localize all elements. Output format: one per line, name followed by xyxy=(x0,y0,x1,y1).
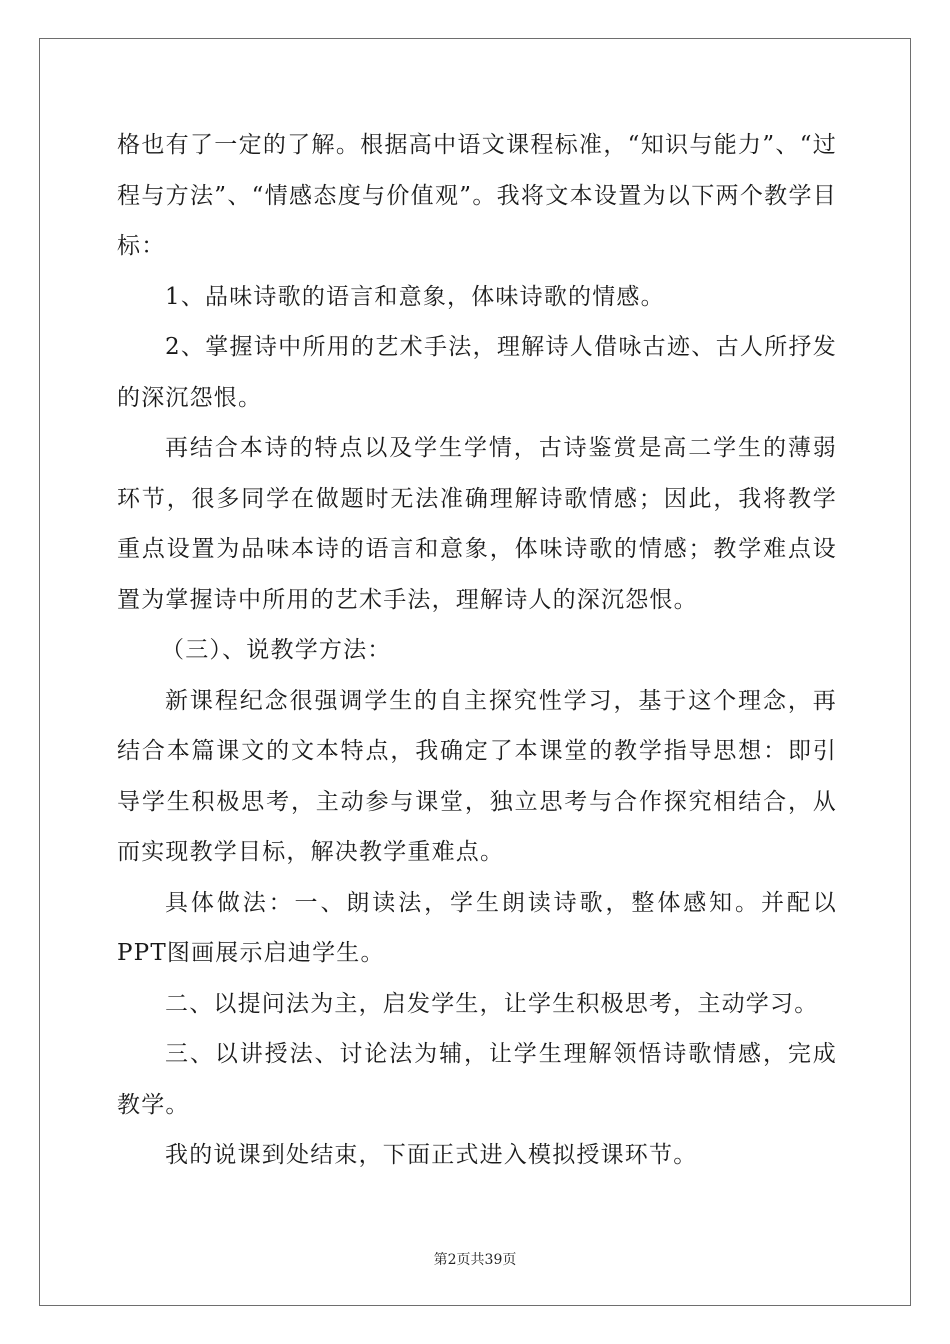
document-body xyxy=(117,120,837,1181)
paragraph-key-points: 再结合本诗的特点以及学生学情，古诗鉴赏是高二学生的薄弱环节，很多同学在做题时无法准确理解诗歌情感；因此，我将教学重点设置为品味本诗的语言和意象，体味诗歌的情感；教学难点设置为掌握诗中所用的艺术手法，理解诗人的深沉怨恨。 xyxy=(117,435,837,613)
paragraph-method-1: 具体做法：一、朗读法，学生朗读诗歌，整体感知。并配以PPT图画展示启迪学生。 xyxy=(117,889,837,966)
paragraph-goal-1: 1、品味诗歌的语言和意象，体味诗歌的情感。 xyxy=(165,283,665,310)
page-footer xyxy=(0,1250,950,1270)
paragraph-continuation: 格也有了一定的了解。根据高中语文课程标准，“知识与能力”、“过程与方法”、“情感态度与价值观”。我将文本设置为以下两个教学目标： xyxy=(117,132,837,259)
paragraph-method-3: 三、以讲授法、讨论法为辅，让学生理解领悟诗歌情感，完成教学。 xyxy=(117,1041,837,1118)
page-total: 共39页 xyxy=(470,1252,517,1268)
page-number: 第2页 xyxy=(433,1252,471,1268)
paragraph-teaching-philosophy: 新课程纪念很强调学生的自主探究性学习，基于这个理念，再结合本篇课文的文本特点，我确定了本课堂的教学指导思想：即引导学生积极思考，主动参与课堂，独立思考与合作探究相结合，从而实现教学目标，解决教学重难点。 xyxy=(117,687,837,865)
paragraph-method-2: 二、以提问法为主，启发学生，让学生积极思考，主动学习。 xyxy=(165,990,819,1017)
paragraph-goal-2: 2、掌握诗中所用的艺术手法，理解诗人借咏古迹、古人所抒发的深沉怨恨。 xyxy=(117,334,837,411)
paragraph-closing: 我的说课到处结束，下面正式进入模拟授课环节。 xyxy=(165,1142,698,1168)
section-heading-teaching-methods: （三）、说教学方法： xyxy=(161,637,392,663)
